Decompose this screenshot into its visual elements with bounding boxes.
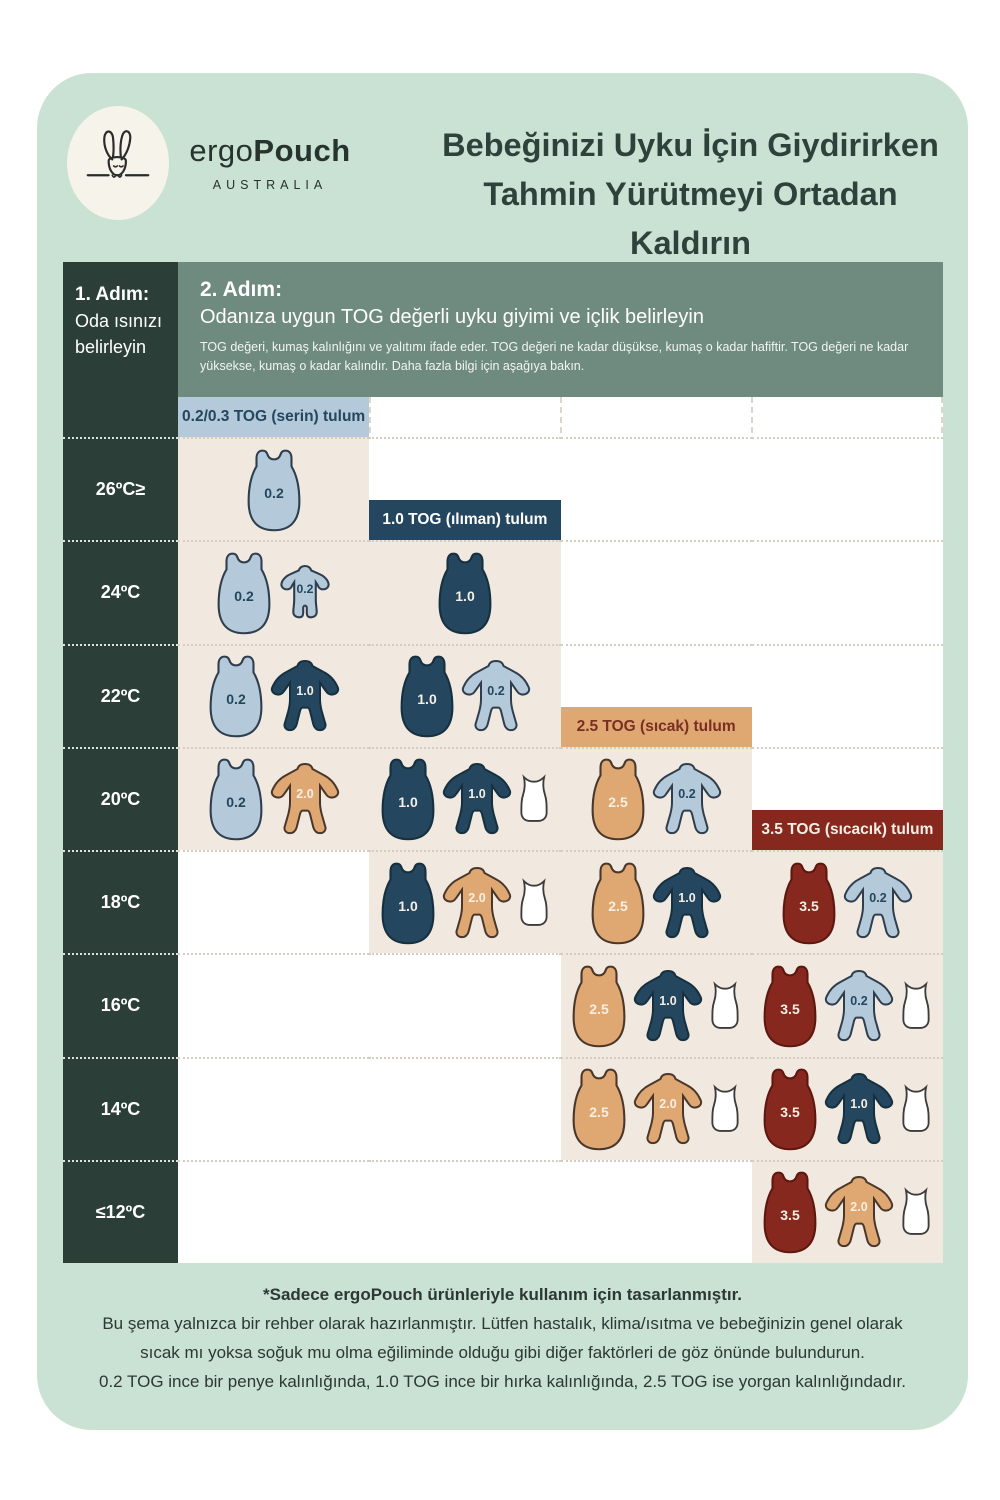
grid-cell <box>178 1057 369 1160</box>
footnote-tog-thickness: 0.2 TOG ince bir penye kalınlığında, 1.0 TOG ince bir hırka kalınlığında, 2.5 TOG ise yorgan kalınlığındadır. <box>98 1371 907 1391</box>
sleep-bag-icon <box>762 1064 818 1154</box>
sleep-bag-icon <box>208 754 264 844</box>
grid-cell <box>369 540 560 643</box>
onesie-icon <box>633 965 703 1047</box>
sleep-bag-icon <box>380 858 436 948</box>
grid-cell <box>369 644 560 747</box>
sleep-bag-icon <box>399 651 455 741</box>
temp-label-14: 14ºC <box>63 1057 178 1160</box>
svg-text:1.0: 1.0 <box>398 794 418 811</box>
sleep-bag-icon <box>437 548 493 638</box>
step2-subtitle: Odanıza uygun TOG değerli uyku giyimi ve içlik belirleyin <box>200 306 704 328</box>
grid-cell <box>369 850 560 953</box>
svg-text:0.2: 0.2 <box>678 787 696 802</box>
grid-cell <box>561 437 752 540</box>
guide-card <box>37 73 968 1430</box>
tog-column-header: 2.5 TOG (sıcak) tulum <box>561 707 752 747</box>
onesie-icon <box>442 758 512 840</box>
onesie-icon <box>824 1171 894 1253</box>
svg-text:2.5: 2.5 <box>589 1000 609 1017</box>
sleep-bag-icon <box>781 858 837 948</box>
grid-cell <box>561 1057 752 1160</box>
logo-badge <box>67 106 169 220</box>
onesie-icon <box>270 758 340 840</box>
svg-text:0.2: 0.2 <box>296 581 314 596</box>
grid-cell <box>561 747 752 850</box>
svg-text:0.2: 0.2 <box>225 691 246 707</box>
onesie-icon <box>824 1068 894 1150</box>
grid-cell <box>178 644 369 747</box>
grid-cell <box>178 1160 369 1263</box>
grid-cell <box>752 953 943 1056</box>
brand-lockup <box>175 133 365 192</box>
romper-icon <box>278 563 332 623</box>
temp-label-18: 18ºC <box>63 850 178 953</box>
svg-text:2.0: 2.0 <box>850 1200 869 1215</box>
grid-cell <box>561 1160 752 1263</box>
svg-text:2.0: 2.0 <box>468 890 486 905</box>
grid-cell <box>561 850 752 953</box>
svg-text:3.5: 3.5 <box>780 1207 801 1224</box>
grid-cell <box>752 1160 943 1263</box>
svg-text:0.2: 0.2 <box>869 890 888 905</box>
svg-text:0.2: 0.2 <box>850 994 869 1009</box>
onesie-icon <box>843 862 913 944</box>
step2-header <box>178 262 943 397</box>
svg-text:3.5: 3.5 <box>780 1104 801 1120</box>
grid-cell <box>752 644 943 747</box>
temp-label-16: 16ºC <box>63 953 178 1056</box>
singlet-icon <box>518 773 550 825</box>
svg-text:0.2: 0.2 <box>487 684 505 699</box>
svg-text:0.2: 0.2 <box>263 484 284 501</box>
step2-title: 2. Adım: <box>200 278 283 301</box>
onesie-icon <box>824 965 894 1047</box>
onesie-icon <box>442 862 512 944</box>
brand-subtitle: AUSTRALIA <box>212 178 328 192</box>
grid-cell <box>178 747 369 850</box>
sleep-bag-icon <box>762 961 818 1051</box>
step1-subtitle: Oda ısınızı belirleyin <box>75 311 163 358</box>
bunny-icon <box>82 123 154 203</box>
svg-text:1.0: 1.0 <box>417 691 437 707</box>
svg-text:2.0: 2.0 <box>295 787 314 802</box>
svg-text:1.0: 1.0 <box>455 587 475 604</box>
footnote-guide-only: Bu şema yalnızca bir rehber olarak hazırlanmıştır. Lütfen hastalık, klima/ısıtma ve bebeğinizin genel olarak sıcak mı yoksa soğuk mu olma eğiliminde olduğu gibi diğer faktörleri de göz önünde bulundurun. <box>102 1313 903 1362</box>
poster-title-line1: Bebeğinizi Uyku İçin Giydirirken <box>442 127 939 163</box>
grid-cell <box>369 953 560 1056</box>
svg-text:1.0: 1.0 <box>468 787 486 802</box>
singlet-icon <box>709 980 741 1032</box>
svg-text:1.0: 1.0 <box>398 897 418 914</box>
sleep-bag-icon <box>216 548 272 638</box>
sleep-bag-icon <box>590 858 646 948</box>
svg-text:2.5: 2.5 <box>608 794 628 811</box>
grid-cell <box>561 540 752 643</box>
singlet-icon <box>518 877 550 929</box>
svg-text:2.5: 2.5 <box>589 1104 609 1120</box>
svg-text:1.0: 1.0 <box>295 684 314 699</box>
svg-text:1.0: 1.0 <box>659 994 677 1009</box>
brand-name <box>189 133 350 169</box>
svg-text:1.0: 1.0 <box>678 890 696 905</box>
singlet-icon <box>709 1083 741 1135</box>
tog-column-header: 3.5 TOG (sıcacık) tulum <box>752 810 943 850</box>
sleep-bag-icon <box>571 1064 627 1154</box>
temp-label-20: 20ºC <box>63 747 178 850</box>
grid-cell <box>561 953 752 1056</box>
brand-name-light: ergo <box>189 133 254 168</box>
temp-label-24: 24ºC <box>63 540 178 643</box>
poster-title-line2: Tahmin Yürütmeyi Ortadan Kaldırın <box>483 175 898 261</box>
tog-table <box>63 262 943 1263</box>
step1-header <box>63 262 178 437</box>
onesie-icon <box>633 1068 703 1150</box>
onesie-icon <box>270 655 340 737</box>
onesie-icon <box>461 655 531 737</box>
svg-text:0.2: 0.2 <box>225 794 246 811</box>
grid-cell <box>178 953 369 1056</box>
footnote-designed-for: *Sadece ergoPouch ürünleriyle kullanım için tasarlanmıştır. <box>262 1285 742 1304</box>
svg-text:0.2: 0.2 <box>233 587 254 604</box>
svg-text:1.0: 1.0 <box>850 1097 869 1112</box>
svg-text:2.5: 2.5 <box>608 897 628 914</box>
tog-column-header: 1.0 TOG (ılıman) tulum <box>369 500 560 540</box>
sleep-bag-icon <box>380 754 436 844</box>
brand-name-bold: Pouch <box>253 133 351 168</box>
svg-text:3.5: 3.5 <box>780 1000 801 1017</box>
sleep-bag-icon <box>246 445 302 535</box>
grid-cell <box>752 1057 943 1160</box>
step1-title: 1. Adım: <box>75 284 150 305</box>
temp-label-22: 22ºC <box>63 644 178 747</box>
grid-cell <box>369 747 560 850</box>
singlet-icon <box>900 1083 932 1135</box>
grid-cell <box>369 1160 560 1263</box>
sleep-bag-icon <box>762 1167 818 1257</box>
grid-cell <box>178 437 369 540</box>
tog-column-header: 0.2/0.3 TOG (serin) tulum <box>178 397 369 437</box>
singlet-icon <box>900 1186 932 1238</box>
onesie-icon <box>652 862 722 944</box>
poster-title <box>437 121 944 267</box>
temp-label-12: ≤12ºC <box>63 1160 178 1263</box>
grid-cell <box>178 850 369 953</box>
onesie-icon <box>652 758 722 840</box>
grid-cell <box>178 540 369 643</box>
step2-note: TOG değeri, kumaş kalınlığını ve yalıtımı ifade eder. TOG değeri ne kadar düşükse, kumaş o kadar hafiftir. TOG değeri ne kadar yüksekse, kumaş o kadar kalındır. Daha fazla bilgi için aşağıya bakın. <box>200 340 909 374</box>
temp-label-26: 26ºC≥ <box>63 437 178 540</box>
sleep-bag-icon <box>590 754 646 844</box>
grid-cell <box>752 540 943 643</box>
footnotes <box>97 1281 908 1397</box>
grid-cell <box>752 850 943 953</box>
svg-text:2.0: 2.0 <box>659 1097 677 1112</box>
grid-cell <box>752 437 943 540</box>
sleep-bag-icon <box>571 961 627 1051</box>
svg-text:3.5: 3.5 <box>799 897 820 914</box>
grid-cell <box>369 1057 560 1160</box>
sleep-bag-icon <box>208 651 264 741</box>
singlet-icon <box>900 980 932 1032</box>
